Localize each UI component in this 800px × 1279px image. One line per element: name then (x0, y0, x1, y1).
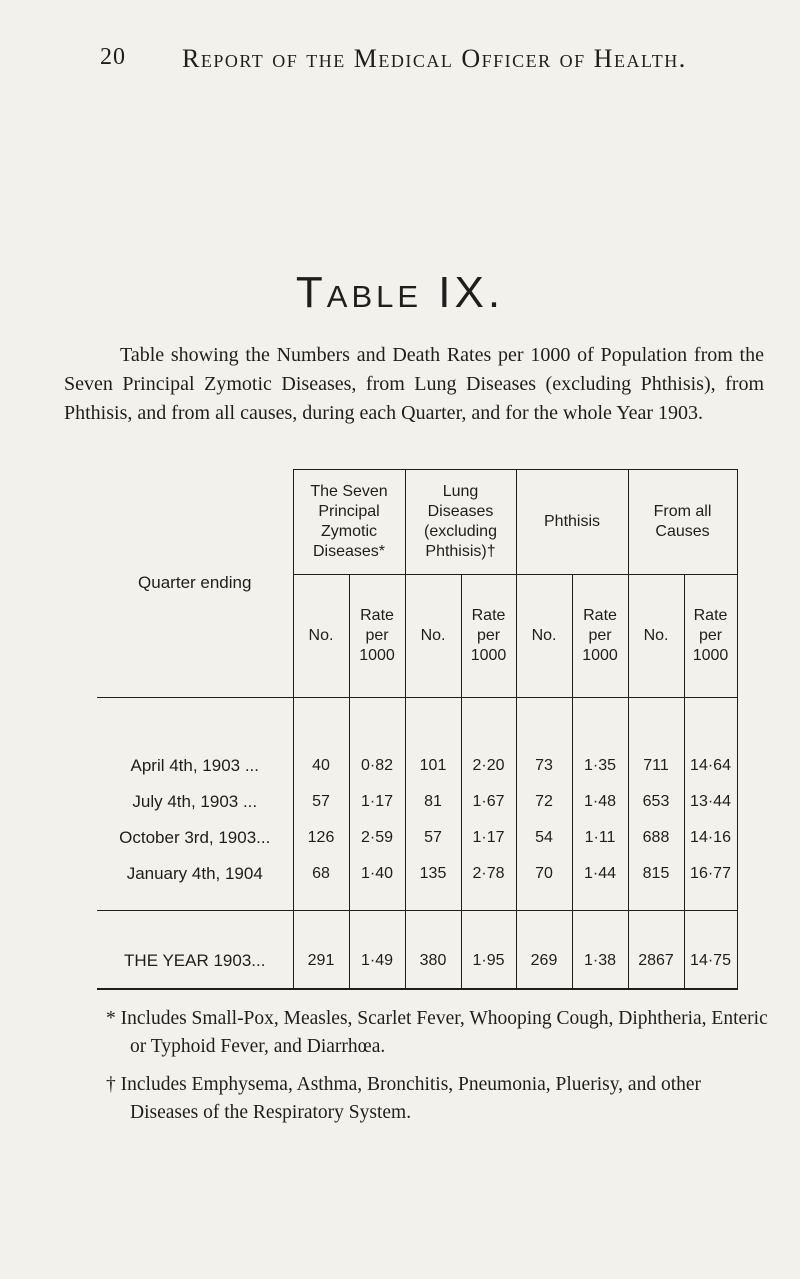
table-cell: 269 (516, 911, 572, 990)
rate-line: per (476, 627, 501, 644)
table-row (97, 856, 737, 911)
table-cell: 1·49 (349, 911, 405, 990)
table-cell: 0·82 (349, 698, 405, 785)
table-row (97, 820, 737, 856)
table-cell: 1·95 (461, 911, 516, 990)
group-line: Lung (442, 483, 479, 500)
group-line: Diseases (427, 503, 494, 520)
row-label: THE YEAR 1903... (97, 911, 293, 990)
table-title: Table IX. (295, 268, 505, 317)
group-line: Causes (655, 523, 710, 540)
page-number: 20 (100, 44, 126, 70)
table-cell: 70 (516, 856, 572, 911)
column-header-rate (461, 575, 516, 698)
row-label: October 3rd, 1903... (119, 828, 271, 847)
table-cell: 1·17 (349, 784, 405, 820)
table-cell: 16·77 (684, 856, 737, 911)
table-cell: 101 (405, 698, 461, 785)
table-cell: 1·38 (572, 911, 628, 990)
table-cell: 14·64 (684, 698, 737, 785)
table-row-total (97, 911, 737, 990)
table-cell: 14·16 (684, 820, 737, 856)
mortality-table (97, 469, 738, 990)
table-cell: 68 (293, 856, 349, 911)
group-line: Phthisis (544, 513, 601, 530)
table-row (97, 784, 737, 820)
table-row (97, 698, 737, 785)
table-cell: 72 (516, 784, 572, 820)
row-label: April 4th, 1903 ... (130, 756, 260, 775)
rate-line: Rate (583, 607, 617, 624)
column-group-phthisis (516, 470, 628, 575)
table-cell: 81 (405, 784, 461, 820)
table-cell: 54 (516, 820, 572, 856)
column-header-no: No. (293, 575, 349, 698)
group-line: The Seven (310, 483, 388, 500)
table-cell: 380 (405, 911, 461, 990)
column-header-quarter: Quarter ending (138, 573, 252, 593)
table-cell: 1·48 (572, 784, 628, 820)
column-header-no: No. (628, 575, 684, 698)
table-cell: 1·44 (572, 856, 628, 911)
table-cell: 1·35 (572, 698, 628, 785)
group-line: (excluding (424, 523, 497, 540)
rate-line: 1000 (470, 647, 507, 664)
rate-line: per (365, 627, 389, 644)
table-cell: 57 (405, 820, 461, 856)
table-cell: 2·20 (461, 698, 516, 785)
table-cell: 2·78 (461, 856, 516, 911)
table-cell: 14·75 (684, 911, 737, 990)
column-header-no: No. (405, 575, 461, 698)
rate-line: 1000 (582, 647, 618, 664)
table-cell: 135 (405, 856, 461, 911)
table-cell: 2·59 (349, 820, 405, 856)
table-cell: 815 (628, 856, 684, 911)
table-cell: 73 (516, 698, 572, 785)
row-label: July 4th, 1903 ... (132, 792, 258, 811)
column-group-zymotic (293, 470, 405, 575)
table-cell: 2867 (628, 911, 684, 990)
group-line: Principal (318, 503, 380, 520)
group-line: From all (653, 503, 712, 520)
rate-line: Rate (693, 607, 728, 624)
running-title: Report of the Medical Officer of Health. (182, 44, 687, 73)
group-line: Phthisis)† (425, 543, 496, 560)
column-header-rate (349, 575, 405, 698)
table-cell: 57 (293, 784, 349, 820)
table-cell: 711 (628, 698, 684, 785)
footnote-zymotic: * Includes Small-Pox, Measles, Scarlet Fever, Whooping Cough, Diphtheria, Enteric or Typhoid Fever, and Diarrhœa. (106, 1008, 768, 1057)
table-cell: 1·17 (461, 820, 516, 856)
table-caption: Table showing the Numbers and Death Rates per 1000 of Population from the Seven Principal Zymotic Diseases, from Lung Diseases (excluding Phthisis), from Phthisis, and from all causes, during each Quarter, and for the whole Year 1903. (64, 344, 764, 424)
group-line: Diseases* (312, 543, 386, 560)
table-cell: 126 (293, 820, 349, 856)
rate-line: per (588, 627, 612, 644)
rate-line: per (698, 627, 723, 644)
rate-line: Rate (360, 607, 394, 624)
table-cell: 1·11 (572, 820, 628, 856)
column-header-no: No. (516, 575, 572, 698)
table-cell: 291 (293, 911, 349, 990)
rate-line: Rate (471, 607, 506, 624)
page-header (0, 44, 800, 84)
table-cell: 40 (293, 698, 349, 785)
table-cell: 1·40 (349, 856, 405, 911)
column-header-rate (572, 575, 628, 698)
rate-line: 1000 (692, 647, 729, 664)
rate-line: 1000 (359, 647, 395, 664)
footnote-lung-diseases: † Includes Emphysema, Asthma, Bronchitis, Pneumonia, Pluerisy, and other Diseases of the Respiratory System. (106, 1074, 702, 1123)
group-line: Zymotic (321, 523, 377, 540)
table-cell: 688 (628, 820, 684, 856)
table-cell: 653 (628, 784, 684, 820)
table-cell: 13·44 (684, 784, 737, 820)
row-label: January 4th, 1904 (126, 864, 263, 883)
column-group-lung-diseases (405, 470, 516, 575)
table-cell: 1·67 (461, 784, 516, 820)
column-group-all-causes (628, 470, 737, 575)
column-header-rate (684, 575, 737, 698)
